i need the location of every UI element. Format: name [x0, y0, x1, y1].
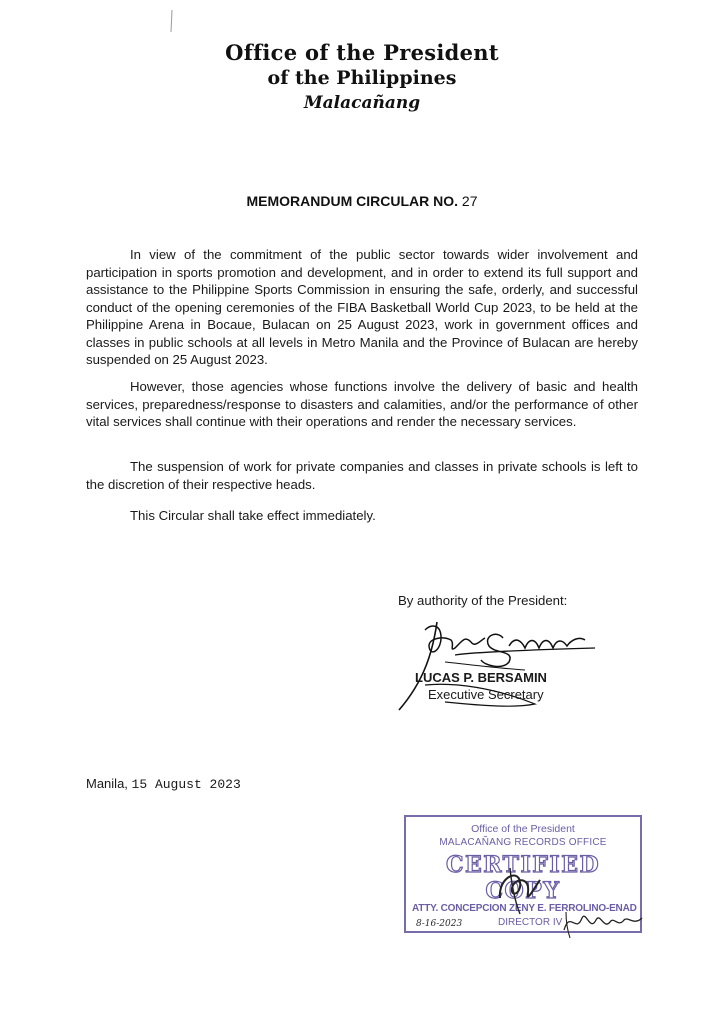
stamp-initial-signature: [560, 900, 650, 940]
memo-number: 27: [461, 193, 478, 209]
dateline: [86, 776, 241, 792]
body-paragraph-1: In view of the commitment of the public sector towards wider involvement and participation in sports promotion and development, and in order to extend its full support and assistance to the Philippine Sports Commission in ensuring the safe, orderly, and successful conduct of the opening ceremonies of the FIBA Basketball World Cup 2023, to be held at the Philippine Arena in Bocaue, Bulacan on 25 August 2023, work in government offices and classes in public schools at all levels in Metro Manila and the Province of Bulacan are hereby suspended on 25 August 2023.: [86, 247, 638, 367]
signer-name: LUCAS P. BERSAMIN: [415, 670, 547, 685]
office-header-line3: Malacañang: [303, 93, 421, 113]
scan-mark: [170, 10, 174, 32]
authority-line: By authority of the President:: [398, 593, 568, 608]
body-paragraph-2: However, those agencies whose functions involve the delivery of basic and health services, preparedness/response to disasters and calamities, and/or the performance of other vital services shall continue with their operations and render the necessary services.: [86, 379, 638, 429]
stamp-office-line: Office of the President: [471, 823, 575, 835]
stamp-certifier-name: ATTY. CONCEPCION ZENY E. FERROLINO-ENAD: [412, 903, 637, 914]
office-header-line1: Office of the President: [225, 40, 499, 65]
memo-title-text: MEMORANDUM CIRCULAR NO.: [246, 193, 459, 209]
body-paragraph-4: This Circular shall take effect immediately.: [130, 508, 376, 523]
memo-title: [0, 193, 724, 209]
office-header-line2: of the Philippines: [267, 67, 457, 89]
dateline-place: Manila,: [86, 776, 128, 791]
handwritten-signature: [385, 610, 605, 720]
stamp-signature: [490, 858, 550, 918]
stamp-records-line: MALACAÑANG RECORDS OFFICE: [439, 837, 607, 848]
body-paragraph-3: The suspension of work for private companies and classes in private schools is left to the discretion of their respective heads.: [86, 459, 638, 492]
stamp-handwritten-date: 8-16-2023: [416, 919, 463, 929]
stamp-certified-copy: CERTIFIED COPY: [445, 852, 601, 904]
stamp-certifier-title: DIRECTOR IV: [498, 917, 563, 928]
signer-title: Executive Secretary: [428, 687, 544, 702]
dateline-date: 15 August 2023: [131, 777, 241, 792]
